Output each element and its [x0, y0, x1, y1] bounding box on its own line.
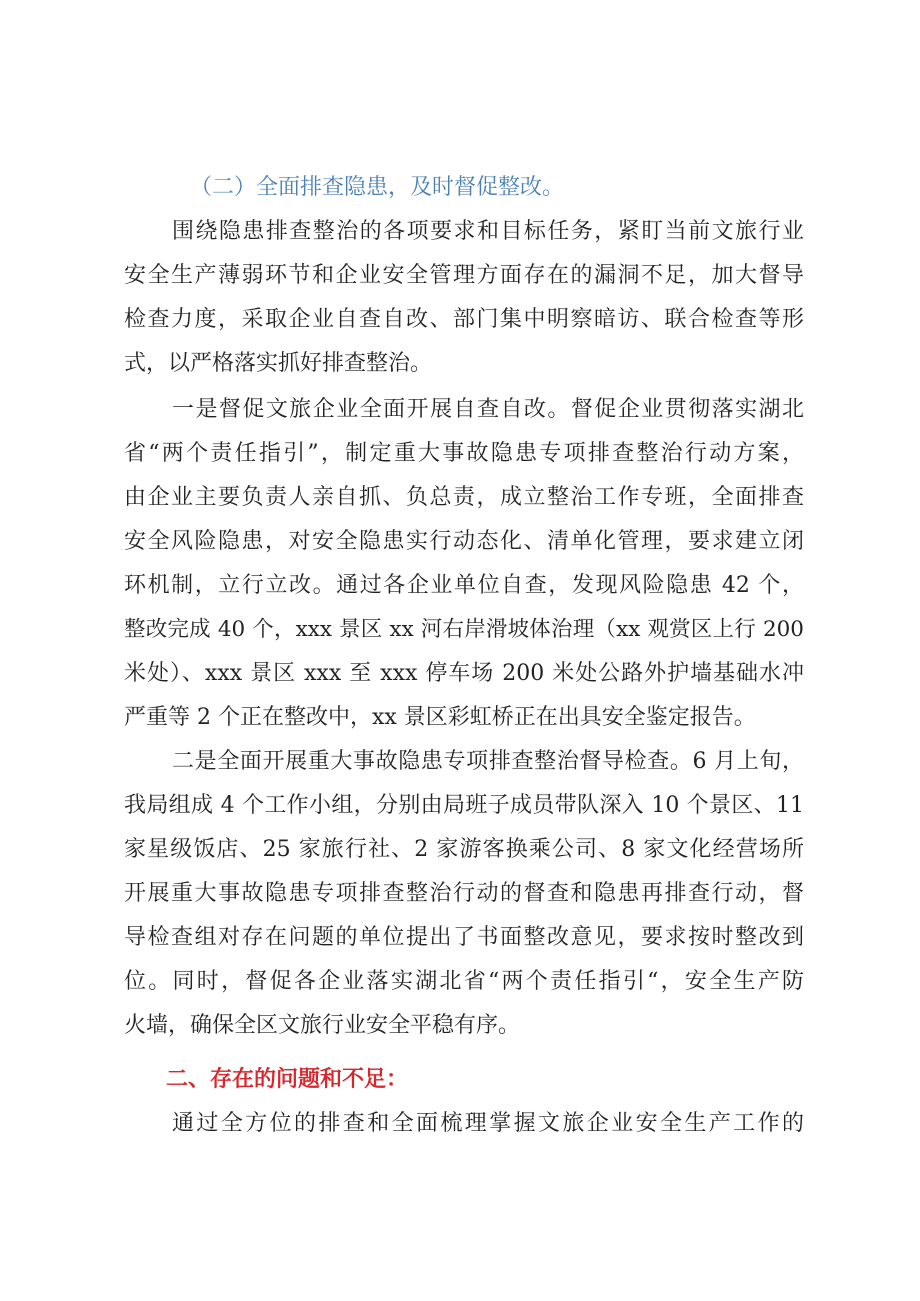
paragraph-3-line-3: 家星级饭店、25 家旅行社、2 家游客换乘公司、8 家文化经营场所 — [124, 837, 804, 862]
paragraph-3-line-5: 导检查组对存在问题的单位提出了书面整改意见，要求按时整改到 — [124, 925, 804, 950]
paragraph-2-line-3: 由企业主要负责人亲自抓、负总责，成立整治工作专班，全面排查 — [124, 485, 804, 510]
paragraph-1-line-4: 式，以严格落实抓好排查整治。 — [124, 351, 433, 376]
paragraph-3-line-2: 我局组成 4 个工作小组，分别由局班子成员带队深入 10 个景区、11 — [124, 793, 804, 818]
paragraph-2-line-2: 省“两个责任指引”，制定重大事故隐患专项排查整治行动方案， — [124, 441, 804, 466]
paragraph-4-line-1: 通过全方位的排查和全面梳理掌握文旅企业安全生产工作的 — [172, 1111, 804, 1136]
paragraph-3-line-4: 开展重大事故隐患专项排查整治行动的督查和隐患再排查行动，督 — [124, 881, 804, 906]
paragraph-1-line-2: 安全生产薄弱环节和企业安全管理方面存在的漏洞不足，加大督导 — [124, 263, 804, 288]
paragraph-1-line-3: 检查力度，采取企业自查自改、部门集中明察暗访、联合检查等形 — [124, 307, 804, 332]
paragraph-2-line-1: 一是督促文旅企业全面开展自查自改。督促企业贯彻落实湖北 — [172, 397, 804, 422]
paragraph-2-line-4: 安全风险隐患，对安全隐患实行动态化、清单化管理，要求建立闭 — [124, 529, 804, 554]
paragraph-2-line-5: 环机制，立行立改。通过各企业单位自查，发现风险隐患 42 个， — [124, 573, 804, 598]
section-subheading: （二）全面排查隐患，及时督促整改。 — [190, 175, 565, 200]
paragraph-2-line-8: 严重等 2 个正在整改中，xx 景区彩虹桥正在出具安全鉴定报告。 — [124, 705, 756, 730]
paragraph-3-line-1: 二是全面开展重大事故隐患专项排查整治督导检查。6 月上旬， — [172, 749, 804, 774]
paragraph-2-line-6: 整改完成 40 个，xxx 景区 xx 河右岸滑坡体治理（xx 观赏区上行 200 — [124, 617, 804, 642]
paragraph-3-line-7: 火墙，确保全区文旅行业安全平稳有序。 — [124, 1013, 521, 1038]
paragraph-1-line-1: 围绕隐患排查整治的各项要求和目标任务，紧盯当前文旅行业 — [172, 219, 804, 244]
paragraph-2-line-7: 米处）、xxx 景区 xxx 至 xxx 停车场 200 米处公路外护墙基础水冲 — [124, 661, 804, 686]
paragraph-3-line-6: 位。同时，督促各企业落实湖北省“两个责任指引“，安全生产防 — [124, 969, 804, 994]
section-heading-2: 二、存在的问题和不足： — [166, 1067, 409, 1092]
